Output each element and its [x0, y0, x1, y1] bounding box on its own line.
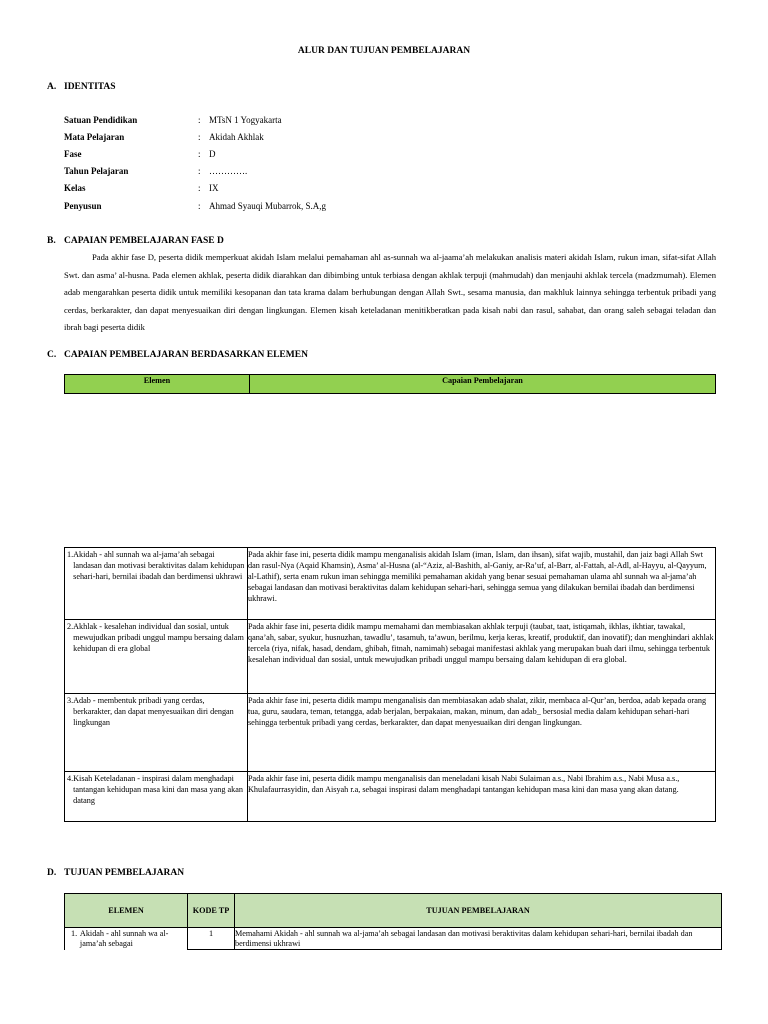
tujuan-header: TUJUAN PEMBELAJARAN	[235, 894, 722, 928]
identity-value: D	[209, 149, 216, 159]
identity-value: MTsN 1 Yogyakarta	[209, 115, 282, 125]
elemen-cell: 1. Akidah - ahl sunnah wa al-jama’ah sebagai landasan dan motivasi beraktivitas dalam kehidupan sehari-hari, bernilai ibadah dan berdimensi ukhrawi	[65, 548, 248, 620]
table-row	[65, 694, 716, 772]
identity-value: IX	[209, 183, 219, 193]
identity-value: Ahmad Syauqi Mubarrok, S.A,g	[209, 201, 326, 211]
section-b-title: CAPAIAN PEMBELAJARAN FASE D	[64, 236, 224, 246]
capaian-fase-text: Pada akhir fase D, peserta didik memperkuat akidah Islam melalui pemahaman ahl as-sunnah wa al-jaama’ah melakukan analisis materi akidah Islam, rukun iman, sifat-sifat Allah Swt. dan asma’ al-husna. Pada elemen akhlak, peserta didik diarahkan dan dibimbing untuk terbiasa dengan akhlak terpuji (mahmudah) dan menjauhi akhlak tercela (madzmumah). Elemen adab mengarahkan peserta didik untuk memiliki kesopanan dan tata krama dalam berhubungan dengan Allah Swt., sesama manusia, dan makhluk lainnya sehingga terbentuk pribadi yang cerdas, berkarakter, dan dapat menyesuaikan diri dengan lingkungan. Elemen kisah keteladanan menitikberatkan pada kisah nabi dan rasul, sahabat, dan orang saleh sebagai teladan dan ibrah bagi peserta didik	[64, 252, 716, 332]
tujuan-elemen-cell: 1. Akidah - ahl sunnah wa al-jama’ah sebagai	[65, 928, 188, 950]
tujuan-table	[64, 893, 722, 950]
capaian-elemen-table	[64, 547, 716, 822]
section-a-number: A.	[47, 82, 57, 92]
elemen-cell: 2. Akhlak - kesalehan individual dan sosial, untuk mewujudkan pribadi unggul mampu bersaing dalam kehidupan di era global	[65, 620, 248, 694]
section-c-heading	[47, 350, 308, 360]
tujuan-elemen-header: ELEMEN	[65, 894, 188, 928]
section-c-number: C.	[47, 350, 57, 360]
elemen-text: Akidah - ahl sunnah wa al-jama’ah sebagai landasan dan motivasi beraktivitas dalam kehidupan sehari-hari, bernilai ibadah dan berdimensi ukhrawi	[73, 550, 245, 581]
elemen-text: Akhlak - kesalehan individual dan sosial, untuk mewujudkan pribadi unggul mampu bersaing dalam kehidupan di era global	[73, 622, 244, 653]
identity-label: Kelas	[64, 183, 86, 193]
identity-label: Tahun Pelajaran	[64, 166, 129, 176]
identity-label: Fase	[64, 149, 82, 159]
tujuan-elemen-text: Akidah - ahl sunnah wa al-jama’ah sebagai	[79, 929, 169, 948]
elemen-header: Elemen	[65, 375, 250, 394]
table-row	[65, 548, 716, 620]
section-a-title: IDENTITAS	[64, 82, 116, 92]
capaian-fase-paragraph	[64, 249, 716, 337]
identity-row-tahun: Tahun Pelajaran : ………….	[64, 166, 247, 182]
capaian-cell: Pada akhir fase ini, peserta didik mampu memahami dan membiasakan akhlak terpuji (taubat, taat, istiqamah, ikhlas, ikhtiar, tawakal, qana’ah, sabar, syukur, husnuzhan, tawadlu’, tasamuh, ta’awun, berilmu, kerja keras, kreatif, produktif, dan inovatif); dan menghindari akhlak tercela (riya, nifak, hasad, dendam, ghibah, fitnah, namimah) sebagai manifestasi akhlak yang merupakan buah dari ilmu, sehingga terbentuk kesalehan individual dan sosial, untuk mewujudkan pribadi unggul mampu bersaing dalam kehidupan di era global.	[248, 620, 716, 694]
identity-label: Penyusun	[64, 201, 102, 211]
section-b-number: B.	[47, 236, 56, 246]
identity-value: ………….	[209, 166, 248, 176]
capaian-cell: Pada akhir fase ini, peserta didik mampu menganalisis dan membiasakan adab shalat, zikir, membaca al-Qur’an, berdoa, adab kepada orang tua, guru, saudara, teman, tetangga, adab berjalan, berpakaian, makan, minum, dan adab_ bersosial media dalam kehidupan sehari-hari sehingga terbentuk pribadi yang cerdas, berkarakter, dan dapat menyesuaikan diri dengan lingkungan.	[248, 694, 716, 772]
elemen-text: Kisah Keteladanan - inspirasi dalam menghadapi tantangan kehidupan masa kini dan masa yang akan datang	[73, 774, 243, 805]
identity-row-mapel: Mata Pelajaran : Akidah Akhlak	[64, 132, 264, 148]
tujuan-cell: Memahami Akidah - ahl sunnah wa al-jama’ah sebagai landasan dan motivasi beraktivitas dalam kehidupan sehari-hari, bernilai ibadah dan berdimensi ukhrawi	[235, 928, 722, 950]
elemen-header-table	[64, 374, 716, 394]
table-row	[65, 620, 716, 694]
capaian-header: Capaian Pembelajaran	[250, 375, 716, 394]
identity-row-fase: Fase : D	[64, 149, 216, 165]
identity-row-penyusun: Penyusun : Ahmad Syauqi Mubarrok, S.A,g	[64, 201, 326, 217]
elemen-text: Adab - membentuk pribadi yang cerdas, berkarakter, dan dapat menyesuaikan diri dengan lingkungan	[73, 696, 234, 727]
section-a-heading	[47, 82, 116, 92]
kode-tp-cell: 1	[188, 928, 235, 950]
identity-row-satuan: Satuan Pendidikan : MTsN 1 Yogyakarta	[64, 115, 282, 131]
table-row	[65, 928, 722, 950]
section-d-title: TUJUAN PEMBELAJARAN	[64, 868, 185, 878]
identity-label: Satuan Pendidikan	[64, 115, 138, 125]
section-c-title: CAPAIAN PEMBELAJARAN BERDASARKAN ELEMEN	[64, 350, 308, 360]
section-b-heading	[47, 236, 224, 246]
kode-tp-header: KODE TP	[188, 894, 235, 928]
capaian-cell: Pada akhir fase ini, peserta didik mampu menganalisis dan meneladani kisah Nabi Sulaiman a.s., Nabi Ibrahim a.s., Nabi Musa a.s., Khulafaurrasyidin, dan Aisyah r.a, sebagai inspirasi dalam menghadapi tantangan kehidupan masa kini dan masa yang akan datang.	[248, 772, 716, 822]
identity-label: Mata Pelajaran	[64, 132, 125, 142]
capaian-cell: Pada akhir fase ini, peserta didik mampu menganalisis akidah Islam (iman, Islam, dan ihsan), sifat wajib, mustahil, dan jaiz bagi Allah Swt dan rasul-Nya (Aqaid Khamsin), Asma’ al-Husna (al-“Aziz, al-Bashith, al-Ganiy, ar-Ra’uf, al-Barr, al-Fattah, al-Adl, al-Hayyu, al-Qayyum, al-Lathif), serta enam rukun iman sehingga memiliki pemahaman akidah yang benar sesuai pemahaman ulama ahl sunnah wa al-jama’ah sebagai landasan dan motivasi beraktivitas dalam kehidupan sehari-hari, sehingga semua yang dilakukan bernilai ibadah dan berdimensi ukhrawi.	[248, 548, 716, 620]
identity-row-kelas: Kelas : IX	[64, 183, 219, 199]
elemen-cell: 4. Kisah Keteladanan - inspirasi dalam menghadapi tantangan kehidupan masa kini dan masa yang akan datang	[65, 772, 248, 822]
table-row	[65, 772, 716, 822]
elemen-cell: 3. Adab - membentuk pribadi yang cerdas, berkarakter, dan dapat menyesuaikan diri dengan lingkungan	[65, 694, 248, 772]
identity-value: Akidah Akhlak	[209, 132, 264, 142]
section-d-heading	[47, 868, 184, 878]
document-title: ALUR DAN TUJUAN PEMBELAJARAN	[297, 46, 471, 56]
section-d-number: D.	[47, 868, 57, 878]
